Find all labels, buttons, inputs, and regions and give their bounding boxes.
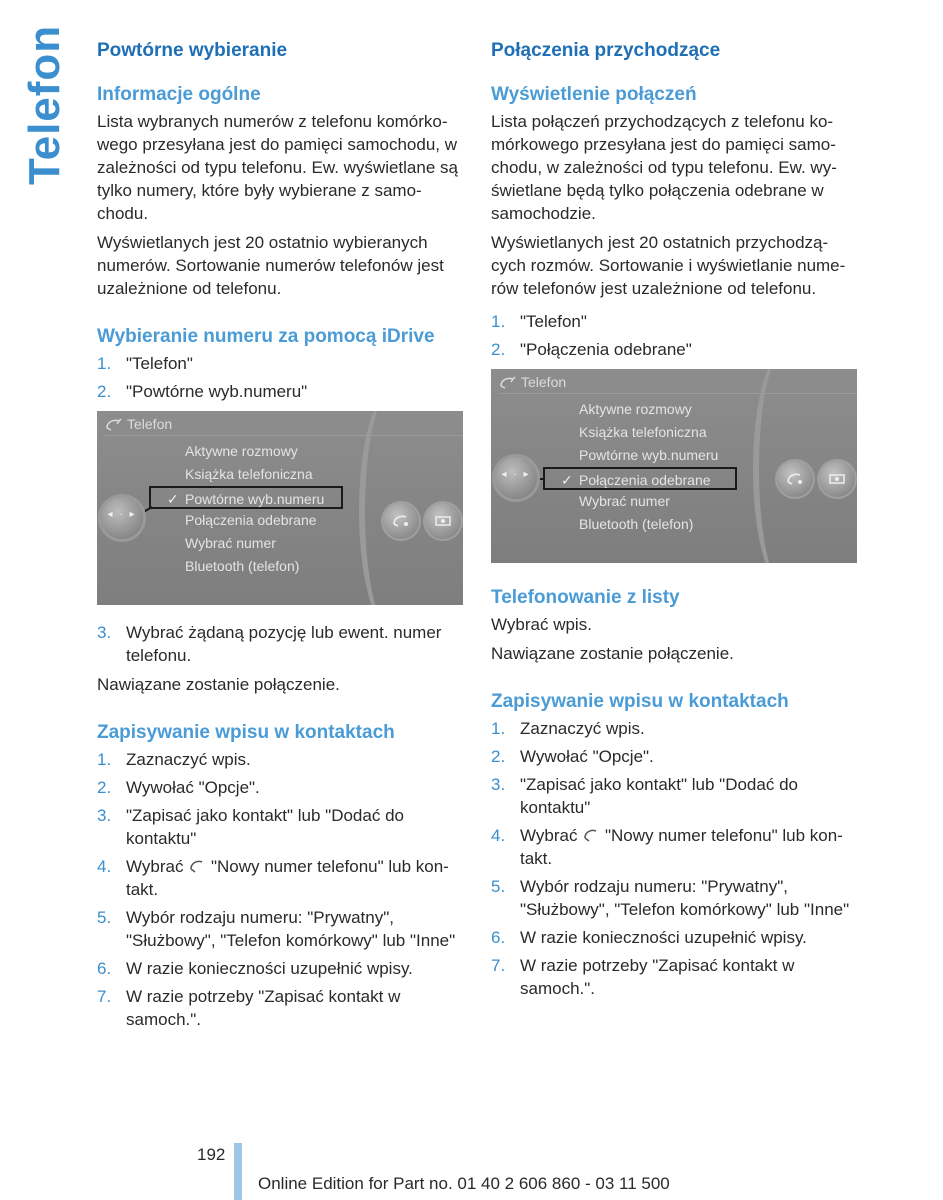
- list-item: 1. "Telefon": [97, 354, 193, 373]
- list-item: 3. "Zapisać jako kontakt" lub "Dodać do kontaktu": [491, 775, 798, 817]
- footer-accent-bar: [234, 1143, 242, 1200]
- menu-item[interactable]: Powtórne wyb.numeru: [579, 447, 719, 463]
- screen-title: Telefon: [105, 413, 463, 436]
- paragraph: Wyświetlanych jest 20 ostatnio wybieranych numerów. Sortowanie numerów telefonów jest uzależnione od telefonu.: [97, 233, 444, 298]
- list-item: 5. Wybór rodzaju numeru: "Prywatny", "Służbowy", "Telefon komórkowy" lub "Inne": [97, 908, 456, 950]
- list-item: 1. Zaznaczyć wpis.: [491, 719, 645, 738]
- selection-leader-line: [537, 478, 545, 480]
- page-number: 192: [197, 1145, 226, 1164]
- subheading-save-contact: Zapisywanie wpisu w kontaktach: [491, 691, 789, 712]
- section-heading-incoming-calls: Połączenia przychodzące: [491, 40, 721, 61]
- list-item: 2. Wywołać "Opcje".: [97, 778, 260, 797]
- subheading-idrive-dial: Wybieranie numeru za pomocą iDrive: [97, 326, 435, 347]
- list-item: 4. Wybrać "Nowy numer telefonu" lub kon-takt.: [491, 826, 843, 868]
- selection-leader-line: [141, 506, 152, 514]
- phone-icon: [582, 827, 600, 843]
- step-list: [491, 717, 861, 1000]
- list-item: 1. Zaznaczyć wpis.: [97, 750, 251, 769]
- menu-item[interactable]: Wybrać numer: [579, 493, 670, 509]
- phone-icon: [188, 858, 206, 874]
- paragraph: Nawiązane zostanie połączenie.: [97, 675, 340, 694]
- list-item: 4. Wybrać "Nowy numer telefonu" lub kon-takt.: [97, 857, 449, 899]
- controller-knob-icon: ◂ · ▸: [101, 497, 143, 539]
- section-heading-redial: Powtórne wybieranie: [97, 40, 288, 61]
- list-item: 6. W razie konieczności uzupełnić wpisy.: [491, 928, 807, 947]
- edition-footer: Online Edition for Part no. 01 40 2 606 860 - 03 11 500: [258, 1174, 670, 1193]
- menu-item[interactable]: Wybrać numer: [185, 535, 276, 551]
- list-item: 3. "Zapisać jako kontakt" lub "Dodać do kontaktu": [97, 806, 404, 848]
- step-list: [97, 621, 467, 667]
- subheading-general-info: Informacje ogólne: [97, 84, 261, 105]
- idrive-screen-incoming: [491, 369, 857, 563]
- list-item: 5. Wybór rodzaju numeru: "Prywatny", "Służbowy", "Telefon komórkowy" lub "Inne": [491, 877, 850, 919]
- menu-item[interactable]: Połączenia odebrane: [185, 512, 317, 528]
- screen-title: Telefon: [499, 371, 857, 394]
- menu-item[interactable]: Bluetooth (telefon): [185, 558, 300, 574]
- list-item: 7. W razie potrzeby "Zapisać kontakt w samoch.".: [491, 956, 795, 998]
- subheading-save-contact: Zapisywanie wpisu w kontaktach: [97, 722, 395, 743]
- phone-icon: [499, 376, 517, 390]
- list-item: 6. W razie konieczności uzupełnić wpisy.: [97, 959, 413, 978]
- options-button-icon: [777, 461, 813, 497]
- phone-icon: [105, 418, 123, 432]
- side-chapter-title: Telefon: [20, 24, 69, 185]
- right-column: [491, 40, 861, 1006]
- list-item: 7. W razie potrzeby "Zapisać kontakt w samoch.".: [97, 987, 401, 1029]
- media-button-icon: [425, 503, 461, 539]
- list-item: 2. Wywołać "Opcje".: [491, 747, 654, 766]
- screen-menu: [579, 398, 737, 536]
- options-button-icon: [383, 503, 419, 539]
- media-button-icon: [819, 461, 855, 497]
- menu-item-selected[interactable]: ✓ Powtórne wyb.numeru: [149, 486, 343, 509]
- menu-item[interactable]: Książka telefoniczna: [185, 466, 313, 482]
- paragraph: Wybrać wpis.: [491, 615, 592, 634]
- list-item: 2. "Powtórne wyb.numeru": [97, 382, 308, 401]
- subheading-call-display: Wyświetlenie połączeń: [491, 84, 697, 105]
- menu-item[interactable]: Książka telefoniczna: [579, 424, 707, 440]
- paragraph: Nawiązane zostanie połączenie.: [491, 644, 734, 663]
- screen-menu: [185, 440, 343, 578]
- menu-item[interactable]: Bluetooth (telefon): [579, 516, 694, 532]
- left-column: [97, 40, 467, 1037]
- menu-item[interactable]: Aktywne rozmowy: [185, 443, 298, 459]
- list-item: 2. "Połączenia odebrane": [491, 340, 692, 359]
- paragraph: Lista wybranych numerów z telefonu komórko-wego przesyłana jest do pamięci samochodu, w zależności od typu telefonu. Ew. wyświetlane są tylko numery, które były wybierane z samo-chodu.: [97, 112, 458, 223]
- list-item: 3. Wybrać żądaną pozycję lub ewent. numer telefonu.: [97, 623, 442, 665]
- paragraph: Wyświetlanych jest 20 ostatnich przychodzą-cych rozmów. Sortowanie i wyświetlanie nume-rów telefonów jest uzależnione od telefonu.: [491, 233, 846, 298]
- paragraph: Lista połączeń przychodzących z telefonu ko-mórkowego przesyłana jest do pamięci samo-chodu, w zależności od typu telefonu. Ew. wy-świetlane będą tylko połączenia odebrane w samochodzie.: [491, 112, 837, 223]
- menu-item[interactable]: Aktywne rozmowy: [579, 401, 692, 417]
- controller-knob-icon: ◂ · ▸: [495, 457, 537, 499]
- menu-item-selected[interactable]: ✓ Połączenia odebrane: [543, 467, 737, 490]
- step-list: [97, 352, 467, 403]
- step-list: [97, 748, 467, 1031]
- idrive-screen-redial: [97, 411, 463, 605]
- subheading-call-from-list: Telefonowanie z listy: [491, 587, 680, 608]
- step-list: [491, 310, 861, 361]
- list-item: 1. "Telefon": [491, 312, 587, 331]
